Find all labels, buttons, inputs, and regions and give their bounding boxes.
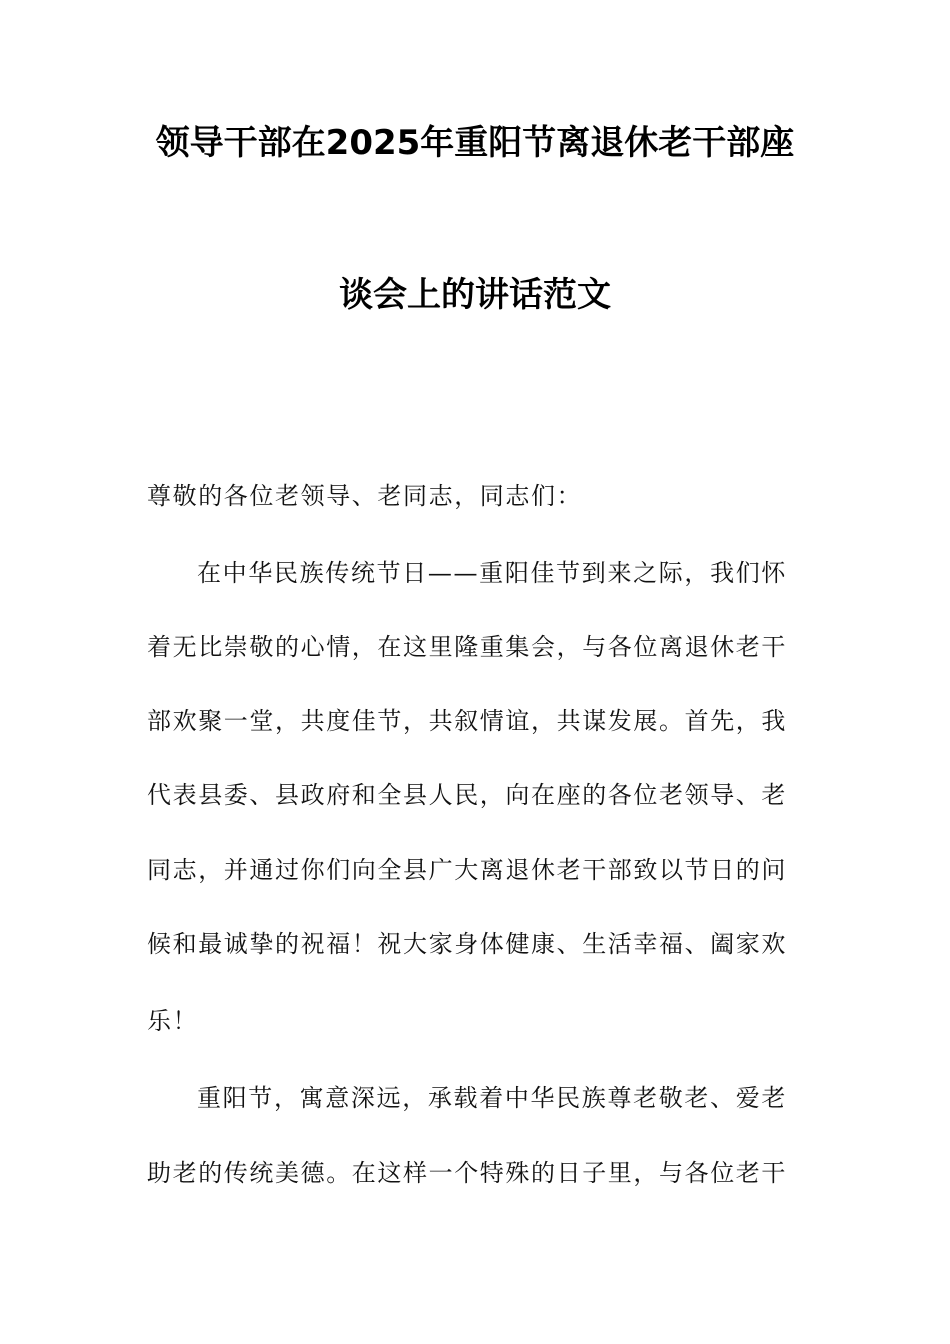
paragraph-1-line-3: 部欢聚一堂，共度佳节，共叙情谊，共谋发展。首先，我: [147, 707, 787, 735]
document-title-line-1: 领导干部在2025年重阳节离退休老干部座: [155, 123, 795, 163]
document-title-line-2: 谈会上的讲话范文: [339, 275, 611, 315]
paragraph-1-line-1: 在中华民族传统节日——重阳佳节到来之际，我们怀: [197, 559, 787, 587]
paragraph-1-line-2: 着无比崇敬的心情，在这里隆重集会，与各位离退休老干: [147, 633, 787, 661]
paragraph-2-line-2: 助老的传统美德。在这样一个特殊的日子里，与各位老干: [147, 1159, 787, 1187]
paragraph-1-line-4: 代表县委、县政府和全县人民，向在座的各位老领导、老: [147, 781, 787, 809]
paragraph-1-line-5: 同志，并通过你们向全县广大离退休老干部致以节日的问: [147, 856, 787, 884]
paragraph-1-line-6: 候和最诚挚的祝福！祝大家身体健康、生活幸福、阖家欢: [147, 930, 787, 958]
paragraph-2-line-1: 重阳节，寓意深远，承载着中华民族尊老敬老、爱老: [197, 1084, 787, 1112]
paragraph-1-line-7: 乐！: [147, 1007, 199, 1035]
salutation: 尊敬的各位老领导、老同志，同志们：: [147, 482, 583, 510]
